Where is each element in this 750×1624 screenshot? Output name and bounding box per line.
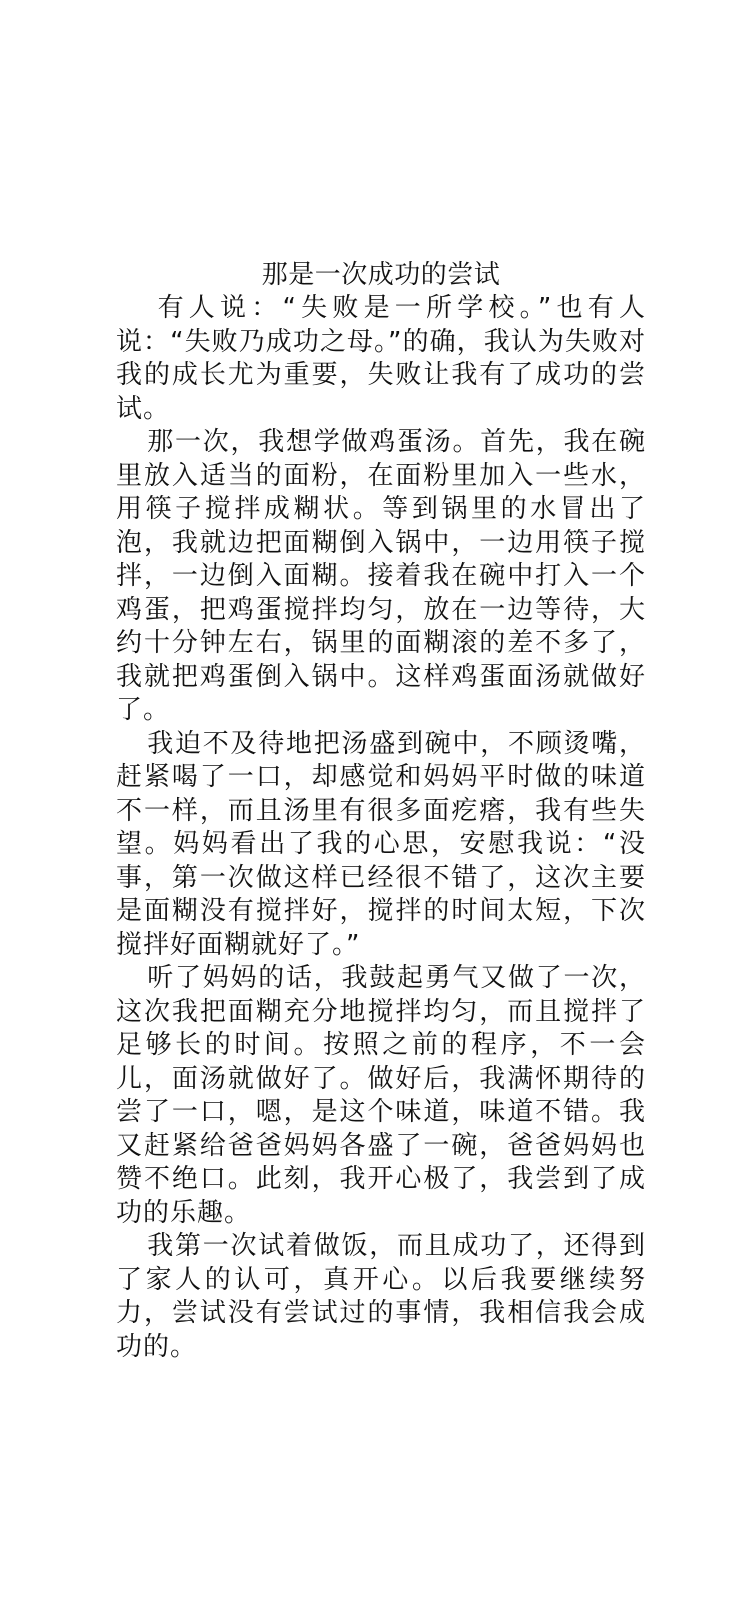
essay-paragraph-1: 有人说：“失败是一所学校。”也有人说：“失败乃成功之母。”的确，我认为失败对我的成长尤为重要，失败让我有了成功的尝试。 bbox=[116, 293, 646, 424]
essay bbox=[116, 258, 646, 1364]
essay-paragraph-5: 我第一次试着做饭，而且成功了，还得到了家人的认可，真开心。以后我要继续努力，尝试没有尝试过的事情，我相信我会成功的。 bbox=[116, 1231, 646, 1362]
essay-title: 那是一次成功的尝试 bbox=[261, 260, 501, 290]
essay-paragraph-2: 那一次，我想学做鸡蛋汤。首先，我在碗里放入适当的面粉，在面粉里加入一些水，用筷子搅拌成糊状。等到锅里的水冒出了泡，我就边把面糊倒入锅中，一边用筷子搅拌，一边倒入面糊。接着我在碗中打入一个鸡蛋，把鸡蛋搅拌均匀，放在一边等待，大约十分钟左右，锅里的面糊滚的差不多了，我就把鸡蛋倒入锅中。这样鸡蛋面汤就做好了。 bbox=[116, 427, 646, 725]
essay-paragraph-4: 听了妈妈的话，我鼓起勇气又做了一次，这次我把面糊充分地搅拌均匀，而且搅拌了足够长的时间。按照之前的程序，不一会儿，面汤就做好了。做好后，我满怀期待的尝了一口，嗯，是这个味道，味道不错。我又赶紧给爸爸妈妈各盛了一碗，爸爸妈妈也赞不绝口。此刻，我开心极了，我尝到了成功的乐趣。 bbox=[116, 963, 646, 1228]
essay-paragraph-3: 我迫不及待地把汤盛到碗中，不顾烫嘴，赶紧喝了一口，却感觉和妈妈平时做的味道不一样，而且汤里有很多面疙瘩，我有些失望。妈妈看出了我的心思，安慰我说：“没事，第一次做这样已经很不错了，这次主要是面糊没有搅拌好，搅拌的时间太短，下次搅拌好面糊就好了。” bbox=[116, 728, 646, 960]
